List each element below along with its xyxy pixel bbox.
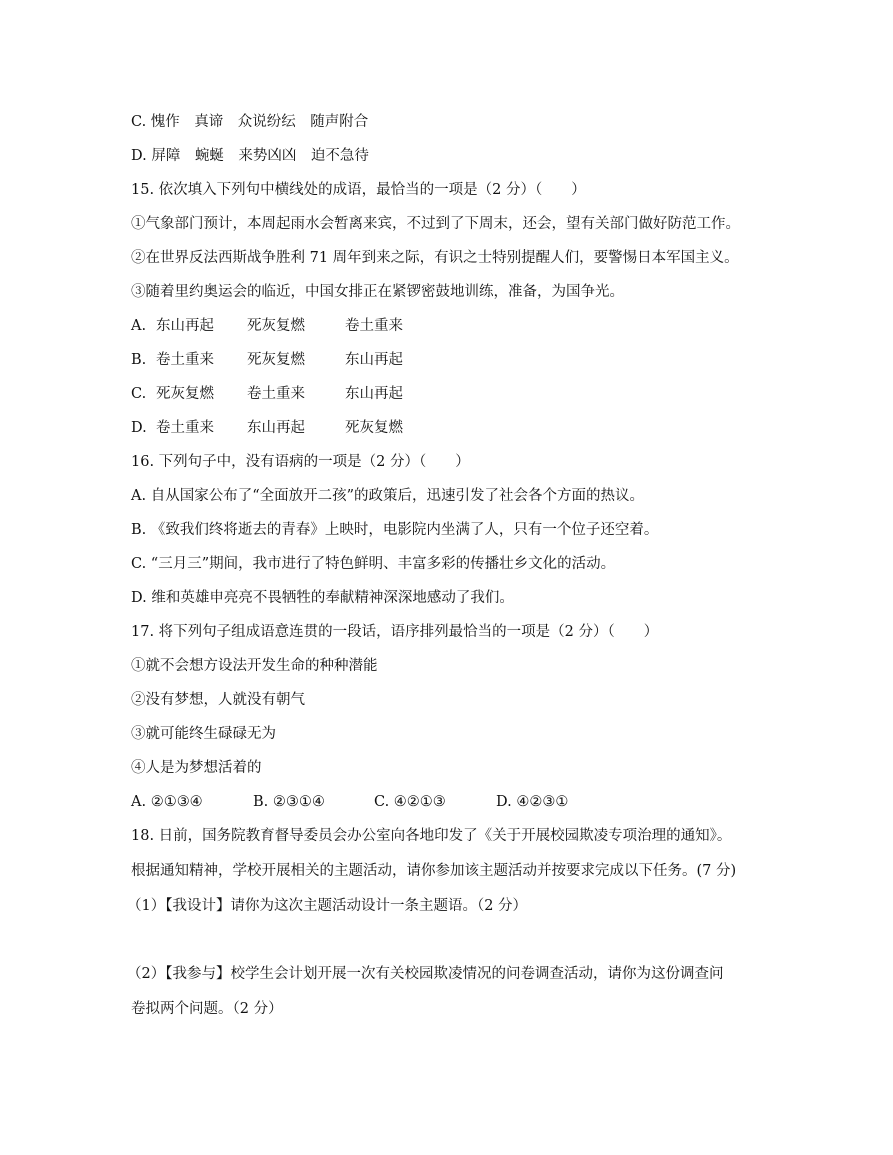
- prev-option-d: D. 屏障 蜿蜒 来势凶凶 迫不急待: [131, 148, 369, 164]
- q15-option-c: [131, 384, 403, 404]
- q18-stem-line-1: 18. 日前，国务院教育督导委员会办公室向各地印发了《关于开展校园欺凌专项治理的通知》。: [131, 828, 732, 844]
- q17-option-d: D. ④②③①: [496, 794, 569, 810]
- q15-option-d: [131, 418, 403, 438]
- q15-option-b: [131, 350, 403, 370]
- q18-part-1: （1）【我设计】请你为这次主题活动设计一条主题语。（2 分）: [127, 898, 528, 914]
- q17-sentence-3: ③就可能终生碌碌无为: [131, 726, 276, 742]
- q15-option-a: [131, 316, 403, 336]
- option-item: 东山再起: [345, 386, 403, 402]
- q17-options: [131, 792, 568, 812]
- q15-sentence-2: ②在世界反法西斯战争胜利 71 周年到来之际，有识之士特别提醒人们，要警惕日本军国主义。: [131, 250, 739, 266]
- option-item: 东山再起: [247, 420, 305, 436]
- q15-sentence-3: ③随着里约奥运会的临近，中国女排正在紧锣密鼓地训练，准备，为国争光。: [131, 284, 624, 300]
- q16-option-c: C. “三月三”期间，我市进行了特色鲜明、丰富多彩的传播壮乡文化的活动。: [131, 556, 616, 572]
- q16-stem: 16. 下列句子中，没有语病的一项是（2 分）（ ）: [131, 454, 470, 470]
- option-item: 死灰复燃: [156, 386, 214, 402]
- q17-option-c: C. ④②①③: [374, 794, 446, 810]
- option-item: 卷土重来: [156, 352, 214, 368]
- option-item: 卷土重来: [247, 386, 305, 402]
- q16-option-b: B. 《致我们终将逝去的青春》上映时，电影院内坐满了人，只有一个位子还空着。: [131, 522, 659, 538]
- option-item: 死灰复燃: [247, 352, 305, 368]
- q17-option-a: A. ②①③④: [131, 794, 203, 810]
- option-letter: C.: [131, 386, 147, 402]
- q15-stem: 15. 依次填入下列句中横线处的成语，最恰当的一项是（2 分）（ ）: [131, 182, 586, 198]
- q17-sentence-2: ②没有梦想，人就没有朝气: [131, 692, 305, 708]
- prev-option-c: C. 愧作 真谛 众说纷纭 随声附合: [131, 114, 369, 130]
- q16-option-a: A. 自从国家公布了“全面放开二孩”的政策后，迅速引发了社会各个方面的热议。: [131, 488, 645, 504]
- q18-part-2-line-2: 卷拟两个问题。（2 分）: [131, 1001, 283, 1017]
- option-letter: D.: [131, 420, 147, 436]
- q18-part-2-line-1: （2）【我参与】校学生会计划开展一次有关校园欺凌情况的问卷调查活动，请你为这份调查问: [127, 966, 724, 982]
- q15-sentence-1: ①气象部门预计，本周起雨水会暂离来宾，不过到了下周末，还会，望有关部门做好防范工作。: [131, 216, 740, 232]
- q17-option-b: B. ②③①④: [253, 794, 325, 810]
- option-item: 卷土重来: [345, 318, 403, 334]
- option-letter: B.: [131, 352, 147, 368]
- q17-stem: 17. 将下列句子组成语意连贯的一段话，语序排列最恰当的一项是（2 分）（ ）: [131, 624, 659, 640]
- q18-stem-line-2: 根据通知精神，学校开展相关的主题活动，请你参加该主题活动并按要求完成以下任务。(7 分): [131, 863, 737, 879]
- option-item: 东山再起: [156, 318, 214, 334]
- option-item: 死灰复燃: [247, 318, 305, 334]
- option-item: 死灰复燃: [345, 420, 403, 436]
- option-item: 东山再起: [345, 352, 403, 368]
- q17-sentence-4: ④人是为梦想活着的: [131, 760, 262, 776]
- option-letter: A.: [131, 318, 147, 334]
- q17-sentence-1: ①就不会想方设法开发生命的种种潜能: [131, 658, 378, 674]
- option-item: 卷土重来: [156, 420, 214, 436]
- q16-option-d: D. 维和英雄申亮亮不畏牺牲的奉献精神深深地感动了我们。: [131, 590, 514, 606]
